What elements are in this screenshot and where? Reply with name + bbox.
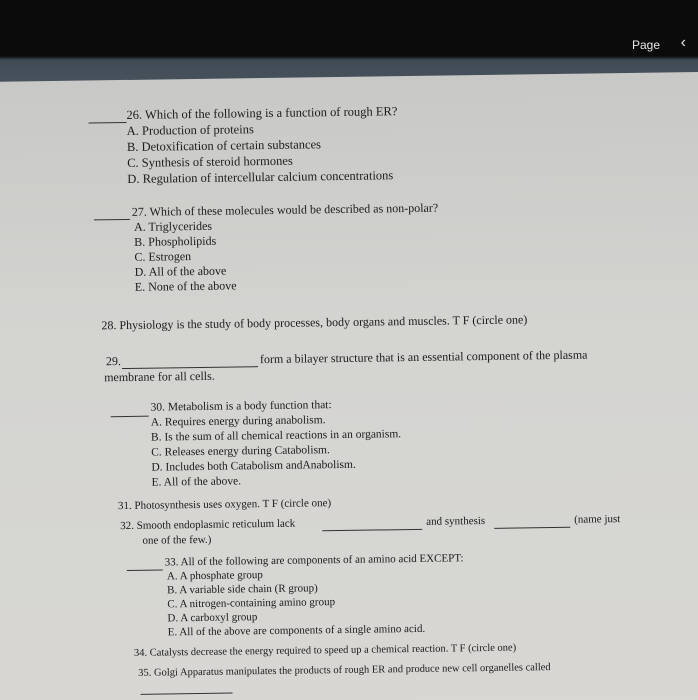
question-26: 26. Which of the following is a function of rough ER? xyxy=(126,104,398,122)
answer-blank-30 xyxy=(111,416,149,418)
option: B. Detoxification of certain substances xyxy=(126,137,322,154)
option: D. All of the above xyxy=(134,263,227,279)
option: E. All of the above. xyxy=(151,475,242,489)
option: D. Regulation of intercellular calcium concentrations xyxy=(127,168,394,186)
answer-blank-26 xyxy=(89,122,127,124)
option: A. Production of proteins xyxy=(126,122,254,138)
page-indicator: Page xyxy=(631,38,660,52)
option: B. Is the sum of all chemical reactions in an organism. xyxy=(150,428,402,444)
worksheet-page xyxy=(0,71,698,700)
option: B. A variable side chain (R group) xyxy=(167,582,318,597)
question-32-continuation: one of the few.) xyxy=(142,533,212,547)
option: A. Triglycerides xyxy=(133,218,213,234)
answer-blank-32a xyxy=(322,529,422,531)
question-30: 30. Metabolism is a body function that: xyxy=(150,399,332,414)
option: A. A phosphate group xyxy=(166,569,263,583)
option: C. A nitrogen-containing amino group xyxy=(167,596,336,611)
option: E. All of the above are components of a single amino acid. xyxy=(167,622,426,639)
question-29-continuation: membrane for all cells. xyxy=(104,368,215,385)
question-28: 28. Physiology is the study of body processes, body organs and muscles. T F (circle one) xyxy=(101,312,528,333)
answer-blank-35 xyxy=(141,693,233,695)
option: D. A carboxyl group xyxy=(167,611,258,625)
option: A. Requires energy during anabolism. xyxy=(150,414,326,429)
question-31: 31. Photosynthesis uses oxygen. T F (circle one) xyxy=(117,497,332,513)
question-32-part2: and synthesis xyxy=(426,514,486,528)
question-29: form a bilayer structure that is an essential component of the plasma xyxy=(259,347,588,367)
question-35: 35. Golgi Apparatus manipulates the products of rough ER and produce new cell organelles called xyxy=(138,662,551,679)
option: B. Phospholipids xyxy=(134,233,217,249)
option: C. Estrogen xyxy=(134,249,192,264)
question-32-part3: (name just xyxy=(574,513,621,526)
answer-blank-27 xyxy=(94,219,130,221)
question-33: 33. All of the following are components of an amino acid EXCEPT: xyxy=(164,552,464,569)
answer-blank-33 xyxy=(127,569,163,571)
question-27: 27. Which of these molecules would be described as non-polar? xyxy=(131,200,439,219)
question-34: 34. Catalysts decrease the energy required to speed up a chemical reaction. T F (circle one) xyxy=(133,642,517,659)
chevron-left-icon[interactable]: ‹ xyxy=(680,34,686,51)
option: E. None of the above xyxy=(134,278,237,294)
option: C. Synthesis of steroid hormones xyxy=(127,153,293,170)
question-29-number: 29. xyxy=(105,354,122,369)
option: D. Includes both Catabolism andAnabolism. xyxy=(151,458,356,474)
option: C. Releases energy during Catabolism. xyxy=(151,444,330,459)
top-bar xyxy=(0,0,698,56)
answer-blank-32b xyxy=(494,527,570,529)
question-32: 32. Smooth endoplasmic reticulum lack xyxy=(120,517,296,533)
